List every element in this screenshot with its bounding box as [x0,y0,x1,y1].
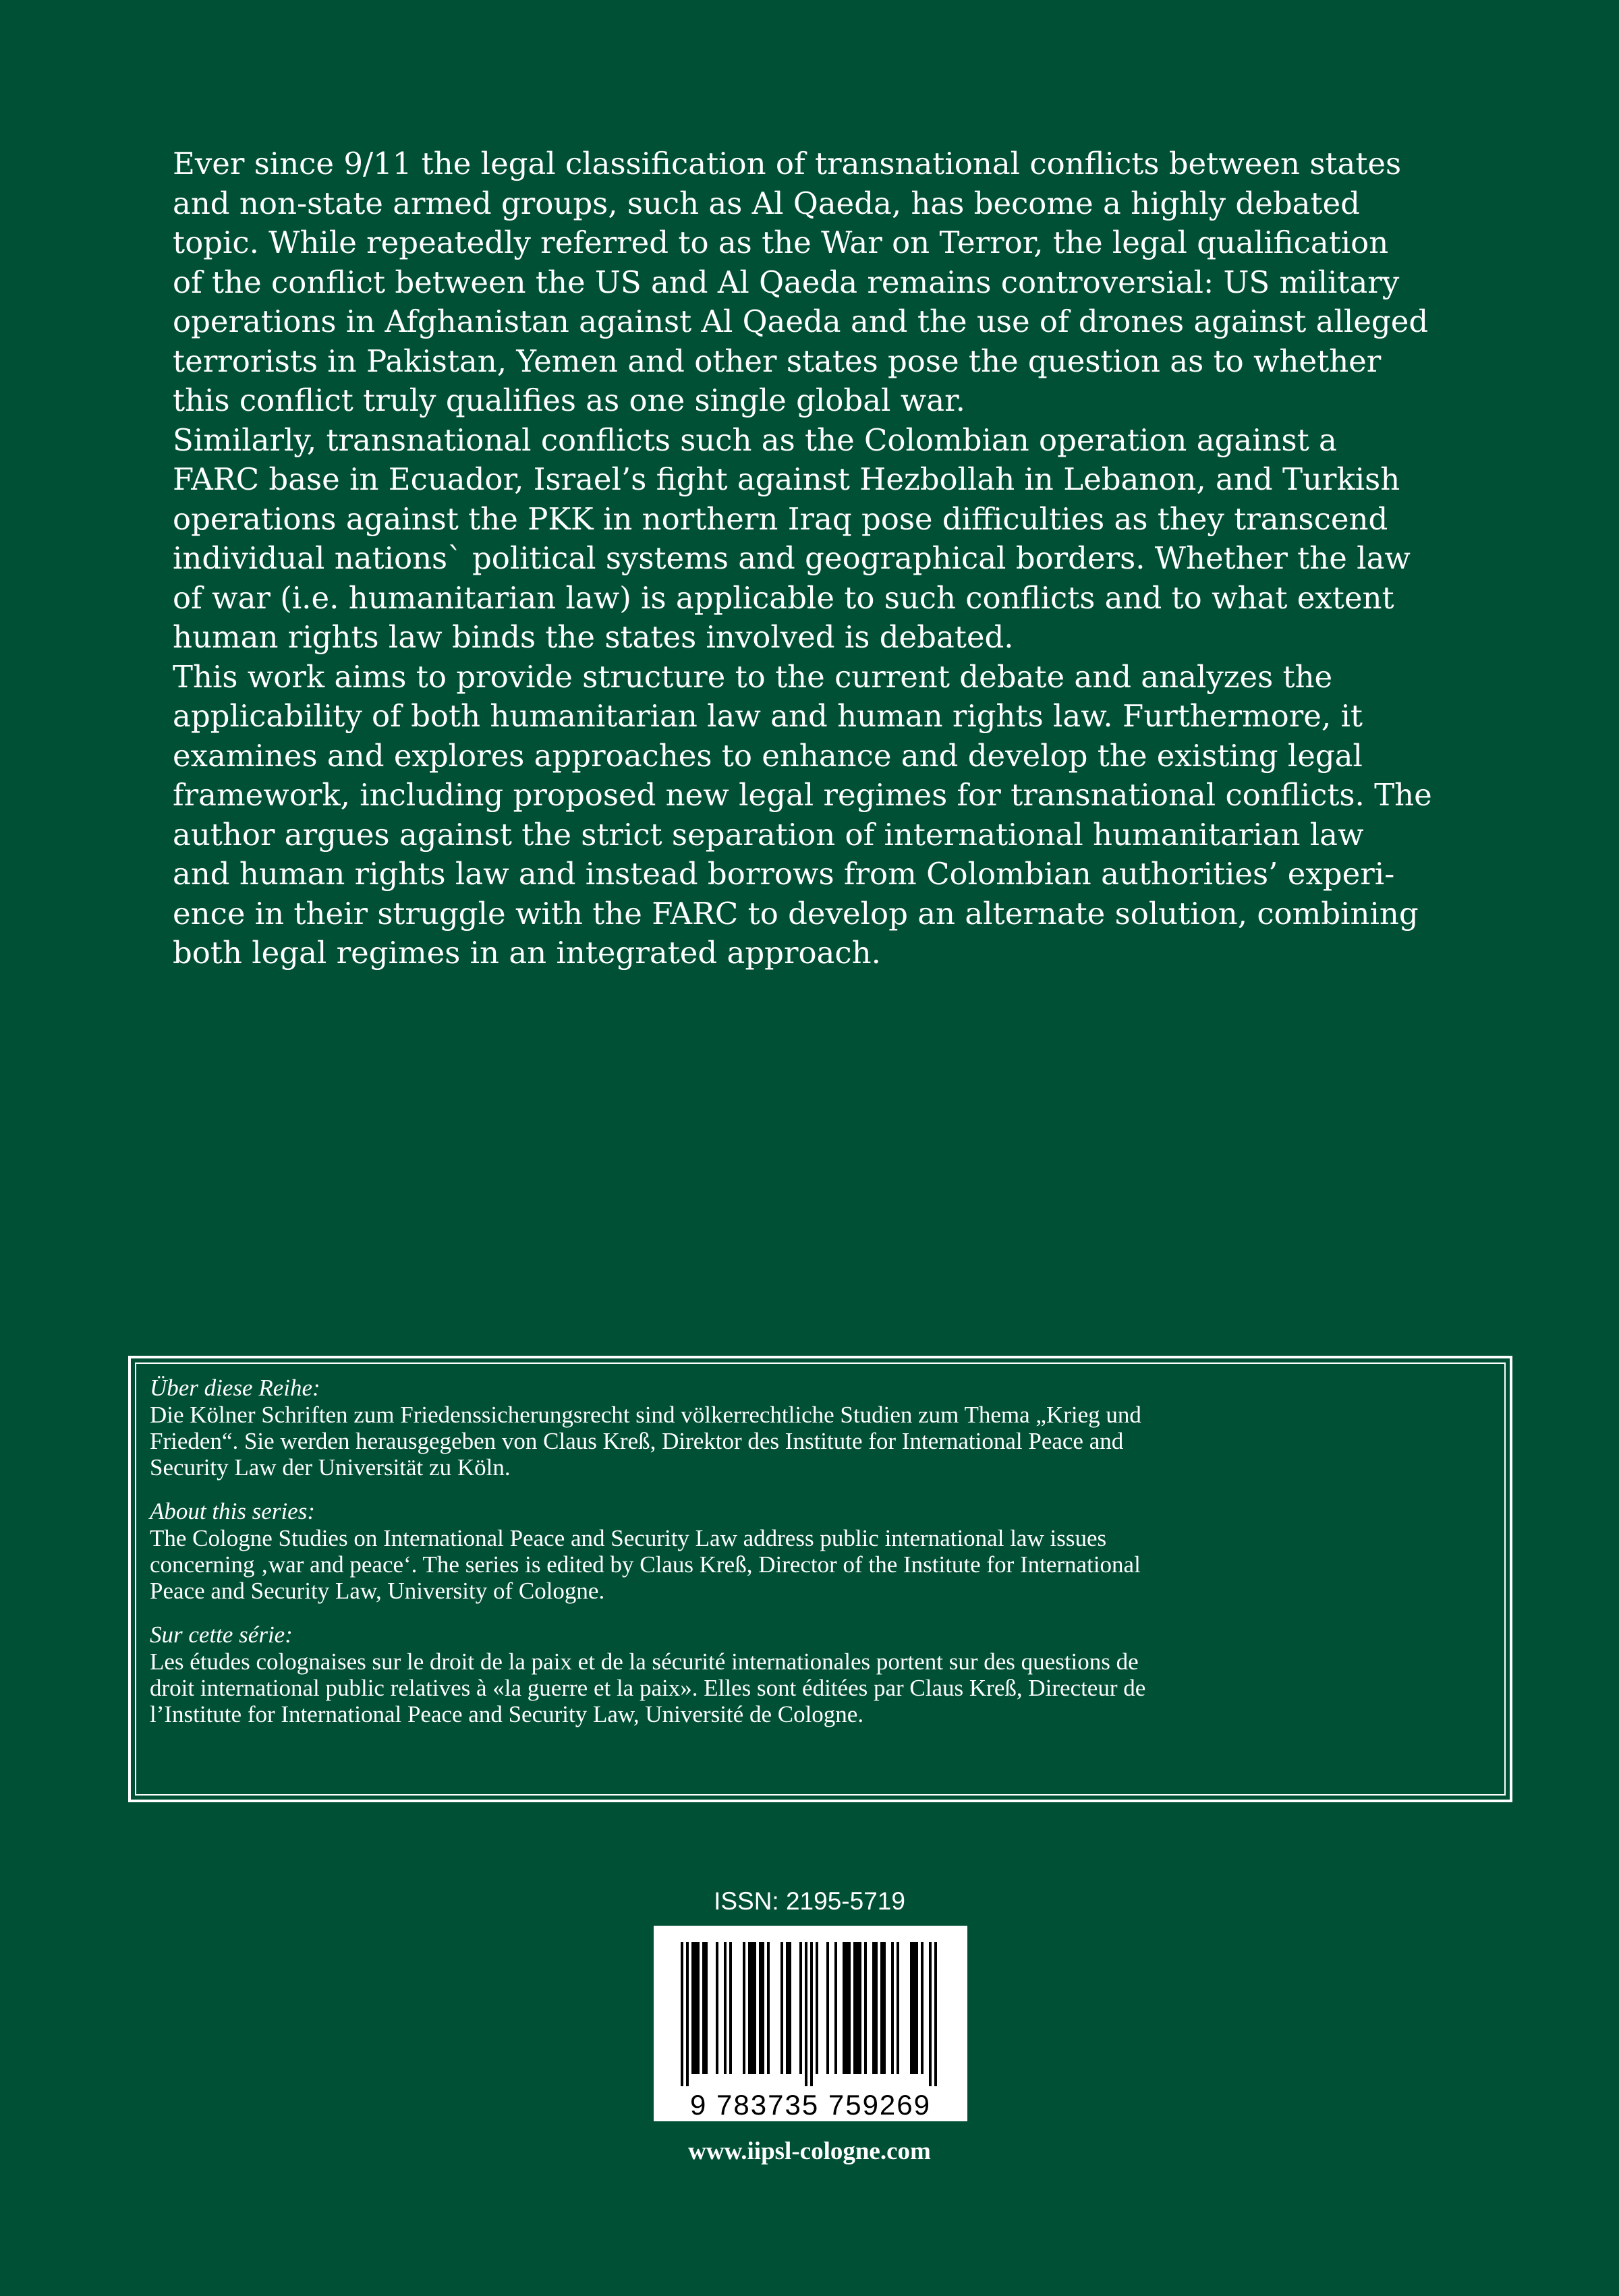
barcode-bar [724,1942,727,2074]
barcode [654,1926,967,2121]
barcode-bar [759,1942,762,2074]
series-info-box [128,1356,1512,1802]
barcode-bar [716,1942,718,2074]
barcode-bar [897,1942,899,2074]
barcode-bar [913,1942,915,2074]
barcode-bar [754,1942,756,2074]
barcode-bar [751,1942,754,2074]
barcode-number: 9 783735 759269 [690,2089,931,2121]
barcode-bar [697,1942,700,2074]
barcode-bar [748,1942,751,2074]
barcode-bars [654,1926,967,2088]
barcode-bar [810,1942,813,2086]
barcode-bar [883,1942,886,2074]
series-text-german: Die Kölner Schriften zum Friedenssicherungsrecht sind völkerrechtliche Studien zum Thema „Krieg und Frieden“. Sie werden herausgegeben von Claus Kreß, Direktor des Institute for International Peace and Security Law der Universität zu Köln. [150,1402,1141,1481]
barcode-bar [875,1942,878,2074]
barcode-bar [705,1942,708,2074]
series-block-french [150,1621,1491,1727]
barcode-bar [789,1942,791,2074]
series-block-english [150,1498,1491,1604]
barcode-bar [910,1942,913,2074]
barcode-bar [780,1942,783,2074]
barcode-bar [915,1942,918,2074]
barcode-bar [834,1942,837,2074]
barcode-bar [799,1942,802,2074]
barcode-bar [891,1942,894,2074]
blurb-paragraph-1: Ever since 9/11 the legal classification of transnational conflicts between states and non-state armed groups, such as Al Qaeda, has become a highly debated topic. While repeatedly referred to as the War on Terror, the legal qualification of the conflict between the US and Al Qaeda remains controversial: US military operations in Afghanistan against Al Qaeda and the use of drones against alleged terrorists in Pakistan, Yemen and other states pose the question as to whether this conflict truly qualifies as one single global war. [173,146,1429,418]
barcode-bar [848,1942,851,2074]
barcode-bar [859,1942,861,2074]
barcode-bar [921,1942,924,2074]
barcode-bar [934,1942,937,2086]
barcode-bar [853,1942,856,2074]
issn-label: ISSN: 2195-5719 [714,1887,905,1915]
blurb-text [173,144,1508,973]
series-text-english: The Cologne Studies on International Peace and Security Law address public international law issues concerning ‚war and peace‘. The series is edited by Claus Kreß, Director of the Institute for International Peace and Security Law, University of Cologne. [150,1525,1141,1604]
series-text-french: Les études colognaises sur le droit de la paix et de la sécurité internationales portent sur des questions de droit international public relatives à «la guerre et la paix». Elles sont éditées par Claus Kreß, Directeur de l’Institute for International Peace and Security Law, Université de Cologne. [150,1648,1146,1727]
barcode-bar [826,1942,829,2074]
series-heading-english: About this series: [150,1498,315,1524]
series-heading-german: Über diese Reihe: [150,1375,320,1401]
series-heading-french: Sur cette série: [150,1621,293,1648]
barcode-bar [845,1942,848,2074]
barcode-bar [691,1942,694,2074]
barcode-bar [702,1942,705,2074]
barcode-bar [864,1942,867,2074]
barcode-bar [729,1942,732,2074]
barcode-bar [762,1942,764,2074]
barcode-bar [681,1942,683,2086]
blurb-paragraph-2: Similarly, transnational conflicts such as the Colombian operation against a FARC base in Ecuador, Israel’s fight against Hezbollah in Lebanon, and Turkish operations against the PKK in northern Iraq pose difficulties as they transcend individual nations` political systems and geographical borders. Whether the law of war (i.e. humanitarian law) is applicable to such conflicts and to what extent human rights law binds the states involved is debated. [173,422,1411,655]
barcode-bar [786,1942,789,2074]
barcode-bar [694,1942,697,2074]
barcode-bar [880,1942,883,2074]
blurb-paragraph-3: This work aims to provide structure to the current debate and analyzes the applicability of both humanitarian law and human rights law. Furthermore, it examines and explores approaches to enhance and develop the existing legal framework, including proposed new legal regimes for transnational conflicts. The author argues against the strict separation of international humanitarian law and human rights law and instead borrows from Colombian authorities’ experi- ence in their struggle with the FARC to develop an alternate solution, combining both legal regimes in an integrated approach. [173,658,1432,971]
website-url[interactable]: www.iipsl-cologne.com [688,2137,931,2165]
barcode-bar [816,1942,818,2074]
barcode-bar [743,1942,745,2074]
series-block-german [150,1375,1491,1481]
barcode-bar [805,1942,807,2086]
barcode-bar [872,1942,875,2074]
barcode-bar [856,1942,859,2074]
barcode-bar [929,1942,932,2086]
barcode-bar [843,1942,845,2074]
barcode-bar [686,1942,689,2086]
barcode-bar [767,1942,770,2074]
